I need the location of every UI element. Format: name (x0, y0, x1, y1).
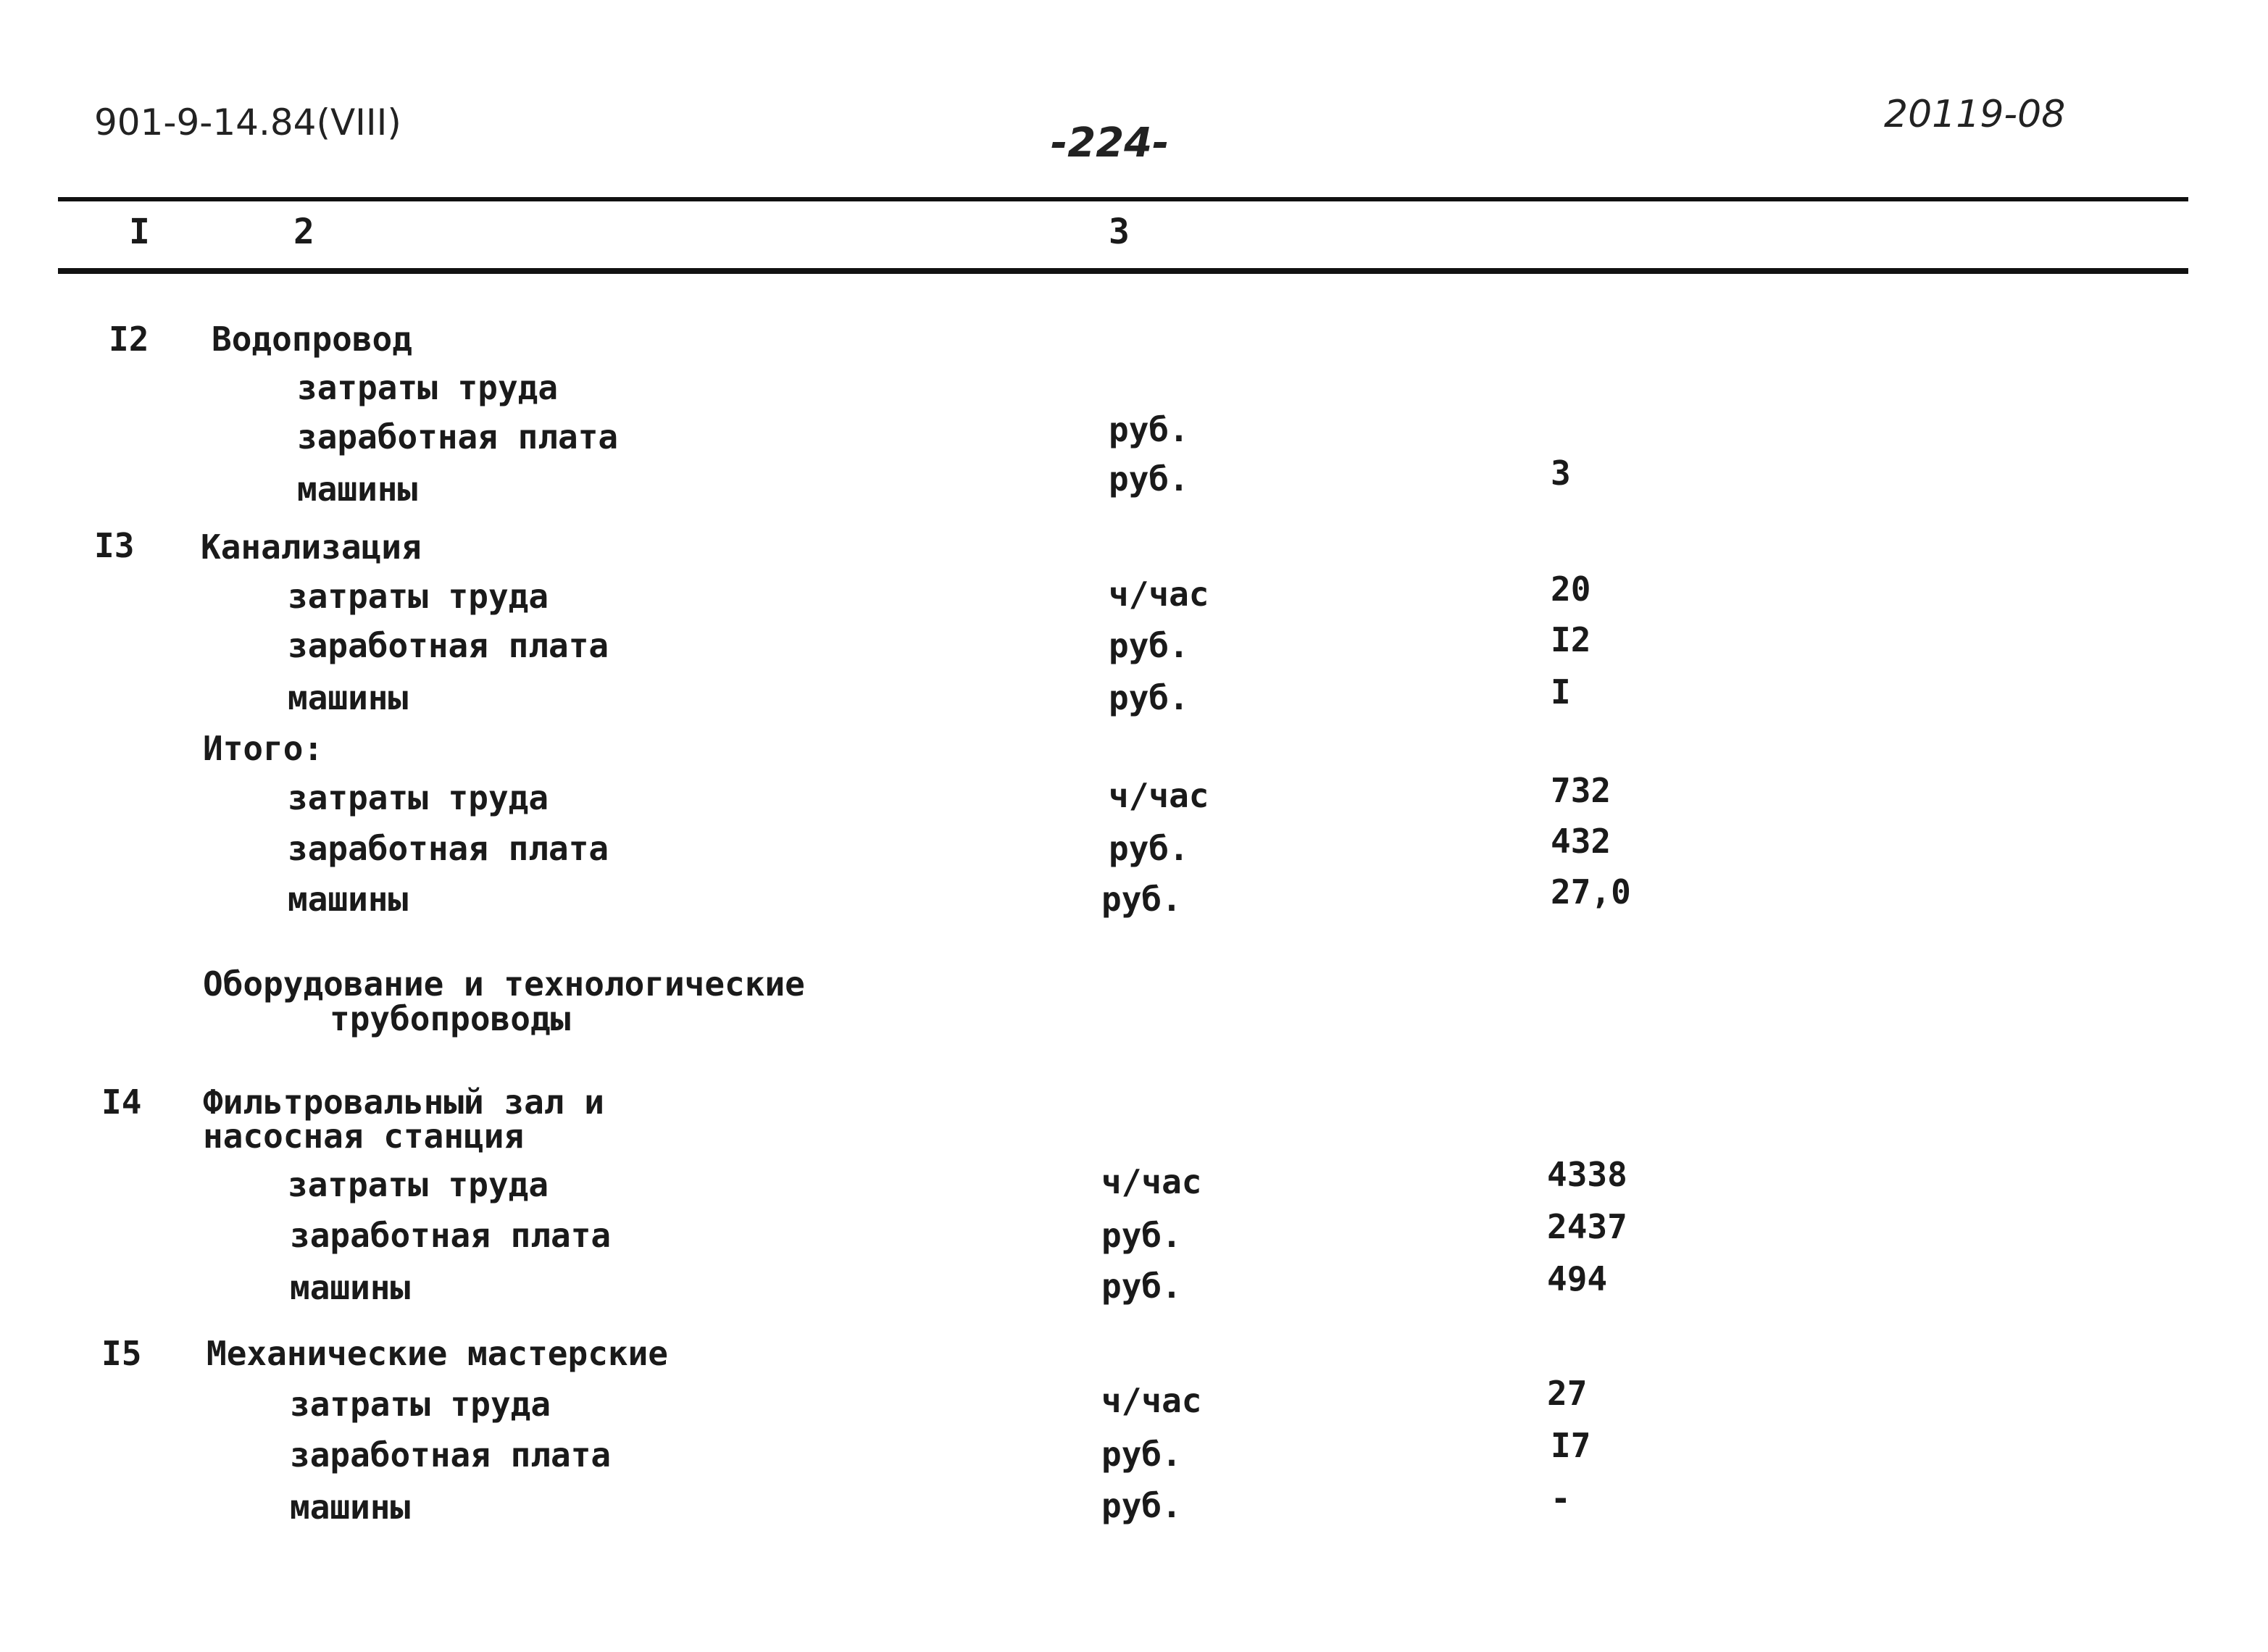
column-header-1: I (129, 212, 150, 252)
row-value: 432 (1551, 822, 1612, 861)
row-value: 27,0 (1551, 872, 1631, 911)
row-label: машины (288, 880, 409, 919)
row-unit: руб. (1109, 829, 1189, 868)
row-unit: ч/час (1109, 776, 1209, 815)
row-value: I2 (1551, 620, 1591, 659)
row-unit: руб. (1109, 459, 1189, 498)
total-title: Итого: (203, 729, 324, 768)
row-label: заработная плата (297, 417, 619, 456)
section-number: I4 (101, 1082, 142, 1122)
row-value: 4338 (1547, 1155, 1627, 1194)
row-unit: руб. (1101, 1267, 1182, 1306)
section-title: Фильтровальный зал и (203, 1082, 604, 1122)
row-value: I7 (1551, 1426, 1591, 1465)
row-label: затраты труда (288, 1165, 549, 1204)
row-label: заработная плата (288, 829, 609, 868)
row-unit: ч/час (1101, 1381, 1202, 1420)
row-value: - (1551, 1479, 1571, 1518)
row-value: 732 (1551, 771, 1612, 810)
section-number: I2 (109, 320, 149, 359)
table-top-rule (58, 197, 2188, 201)
row-label: заработная плата (288, 626, 609, 665)
row-value: 3 (1551, 454, 1571, 493)
row-value: 20 (1551, 570, 1591, 609)
row-label: затраты труда (297, 368, 559, 407)
row-label: заработная плата (290, 1435, 612, 1474)
page-number: -224- (1051, 120, 1170, 167)
section-title-line2: насосная станция (203, 1117, 525, 1156)
row-value: 2437 (1547, 1207, 1627, 1246)
row-label: затраты труда (290, 1385, 551, 1424)
row-unit: ч/час (1109, 575, 1209, 614)
group-title-line2: трубопроводы (330, 999, 571, 1038)
document-code: 901-9-14.84(VIII) (94, 101, 401, 143)
row-label: затраты труда (288, 778, 549, 817)
row-value: I (1551, 672, 1571, 712)
row-label: машины (288, 678, 409, 717)
section-title: Механические мастерские (207, 1334, 668, 1373)
row-unit: руб. (1109, 410, 1189, 449)
row-label: затраты труда (288, 577, 549, 616)
row-value: 27 (1547, 1374, 1588, 1413)
section-title: Водопровод (212, 320, 412, 359)
section-number: I3 (94, 526, 135, 565)
row-label: машины (297, 470, 418, 509)
column-header-2: 2 (293, 212, 314, 252)
row-unit: руб. (1101, 1435, 1182, 1474)
row-unit: руб. (1101, 1486, 1182, 1525)
row-label: машины (290, 1268, 411, 1307)
row-unit: руб. (1101, 1216, 1182, 1255)
row-value: 494 (1547, 1259, 1608, 1298)
row-unit: руб. (1109, 626, 1189, 665)
group-title: Оборудование и технологические (203, 964, 805, 1004)
row-unit: ч/час (1101, 1162, 1202, 1201)
row-label: заработная плата (290, 1216, 612, 1255)
section-title: Канализация (201, 527, 422, 567)
row-unit: руб. (1109, 678, 1189, 717)
row-unit: руб. (1101, 880, 1182, 919)
row-label: машины (290, 1488, 411, 1527)
column-header-3: 3 (1109, 212, 1130, 252)
table-header-rule (58, 268, 2188, 274)
section-number: I5 (101, 1334, 142, 1373)
reference-number: 20119-08 (1884, 93, 2066, 136)
